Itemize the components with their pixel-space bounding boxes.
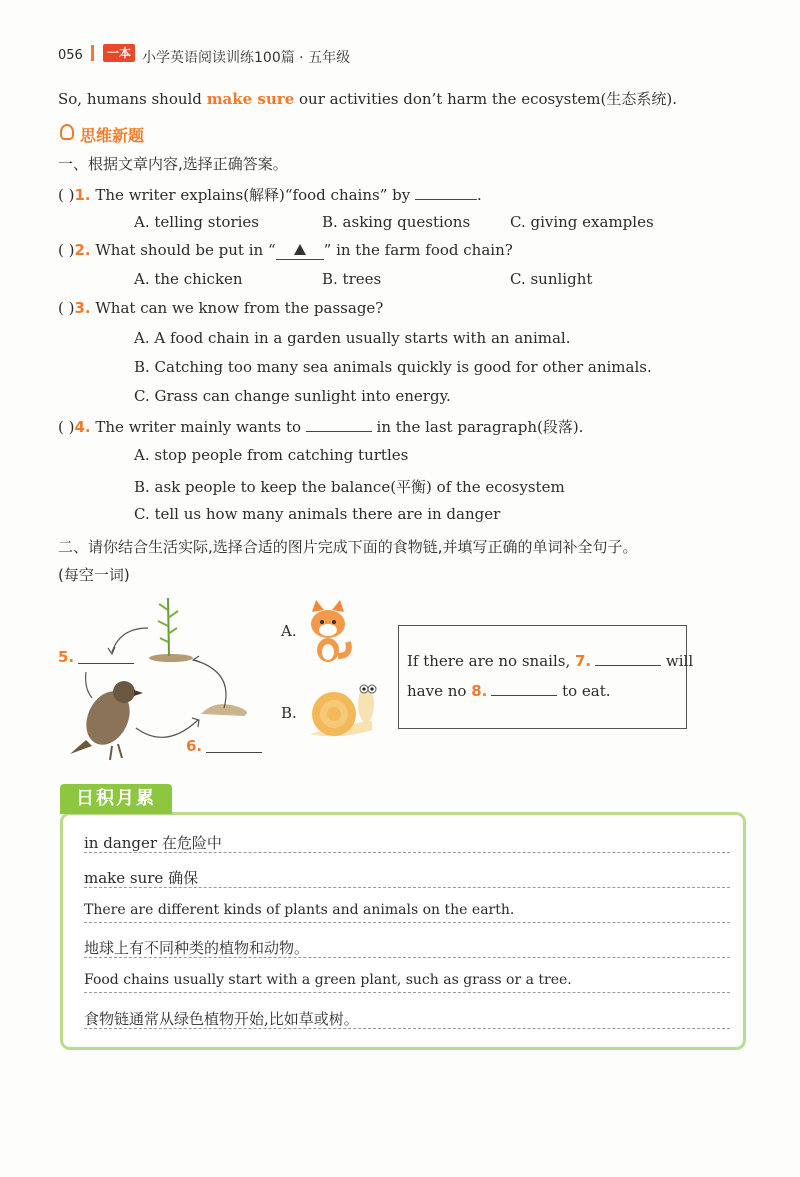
option-a-label: A. [281, 622, 297, 640]
vocab-line: 食物链通常从绿色植物开始,比如草或树。 [84, 1008, 730, 1029]
option-3b: B. Catching too many sea animals quickly is good for other animals. [134, 358, 652, 376]
answer-blank[interactable] [306, 419, 372, 432]
vocab-line: There are different kinds of plants and animals on the earth. [84, 902, 730, 923]
question-stem-end: ” in the farm food chain? [323, 241, 513, 259]
bird-icon [70, 681, 143, 760]
vocab-line: in danger 在危险中 [84, 832, 730, 853]
option-4c: C. tell us how many animals there are in danger [134, 505, 501, 523]
question-number: 4. [74, 418, 91, 436]
box-text: will [661, 652, 694, 670]
sentence-box [398, 625, 694, 729]
vocab-tab: 日积月累 [60, 784, 172, 814]
option-3a: A. A food chain in a garden usually starts with an animal. [134, 329, 571, 347]
blank-6[interactable] [206, 752, 262, 753]
question-stem: The writer mainly wants to [90, 418, 306, 436]
lightbulb-icon [60, 124, 74, 140]
vocab-line: Food chains usually start with a green plant, such as grass or a tree. [84, 972, 730, 993]
question-number: 2. [74, 241, 91, 259]
question-2 [58, 241, 513, 260]
blank-8[interactable] [491, 683, 557, 696]
intro-part2: our activities don’t harm the ecosystem(生态系统). [294, 90, 677, 108]
answer-paren[interactable]: ( ) [58, 418, 75, 436]
section-label: 思维新题 [80, 126, 145, 145]
question-4 [58, 416, 583, 437]
food-chain-diagram [56, 590, 386, 770]
header-divider [91, 45, 94, 61]
plant-icon [149, 598, 193, 662]
option-1c: C. giving examples [510, 213, 654, 231]
box-text: If there are no snails, [407, 652, 575, 670]
page-number: 056 [58, 48, 83, 63]
question-stem-end: in the last paragraph(段落). [371, 418, 584, 436]
part2-note: (每空一词) [58, 566, 130, 584]
blank-7-label: 7. [574, 652, 592, 670]
snail-icon [310, 685, 376, 736]
option-4a: A. stop people from catching turtles [134, 446, 409, 464]
part1-title: 一、根据文章内容,选择正确答案。 [58, 155, 288, 173]
question-stem-end: . [477, 186, 482, 204]
answer-paren[interactable]: ( ) [58, 241, 75, 259]
answer-blank[interactable] [415, 187, 477, 200]
box-text: to eat. [557, 682, 611, 700]
blank-5-label: 5. [58, 648, 75, 666]
intro-highlight: make sure [206, 90, 295, 108]
blank-6-label: 6. [186, 737, 203, 755]
question-1 [58, 184, 482, 205]
blank-5[interactable] [78, 663, 134, 664]
answer-paren[interactable]: ( ) [58, 299, 75, 317]
vocab-line: make sure 确保 [84, 867, 730, 888]
blank-8-label: 8. [471, 682, 488, 700]
triangle-icon [294, 244, 306, 255]
blank-7[interactable] [595, 653, 661, 666]
option-3c: C. Grass can change sunlight into energy. [134, 387, 451, 405]
triangle-blank[interactable] [276, 241, 324, 260]
question-stem: What should be put in “ [90, 241, 276, 259]
option-2c: C. sunlight [510, 270, 593, 288]
box-line-1 [407, 652, 693, 670]
question-number: 3. [74, 299, 91, 317]
option-1a: A. telling stories [134, 213, 259, 231]
option-4b: B. ask people to keep the balance(平衡) of the ecosystem [134, 478, 565, 496]
option-1b: B. asking questions [322, 213, 471, 231]
intro-part1: So, humans should [58, 90, 207, 108]
option-2b: B. trees [322, 270, 382, 288]
vocab-line: 地球上有不同种类的植物和动物。 [84, 937, 730, 958]
intro-sentence [58, 88, 677, 109]
book-title: 小学英语阅读训练100篇 · 五年级 [142, 50, 351, 66]
question-3 [58, 299, 383, 317]
box-line-2 [407, 682, 611, 700]
box-text: have no [407, 682, 472, 700]
answer-paren[interactable]: ( ) [58, 186, 75, 204]
option-2a: A. the chicken [134, 270, 243, 288]
question-stem: What can we know from the passage? [90, 299, 384, 317]
fox-icon [311, 600, 349, 662]
question-stem: The writer explains(解释)“food chains” by [90, 186, 415, 204]
brand-logo: 一本 [103, 44, 135, 62]
question-number: 1. [74, 186, 91, 204]
option-b-label: B. [281, 704, 297, 722]
part2-title: 二、请你结合生活实际,选择合适的图片完成下面的食物链,并填写正确的单词补全句子。 [58, 538, 638, 556]
